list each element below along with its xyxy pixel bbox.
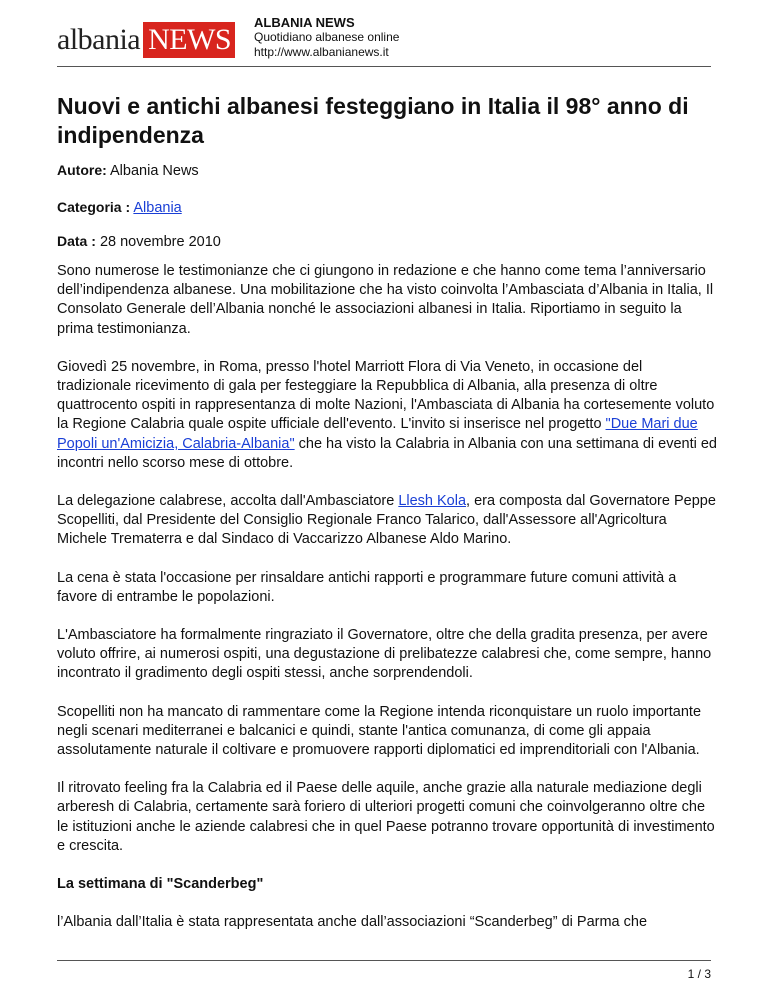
albania-news-logo bbox=[57, 20, 235, 60]
paragraph-2-text-a: Giovedì 25 novembre, in Roma, presso l'hotel Marriott Flora di Via Veneto, in occasione del tradizionale ricevimento di gala per festeggiare la Repubblica di Albania, alla presenza di oltre quattrocento ospiti in rappresentanza di molte Nazioni, l'Ambasciata di Albania ha cortesemente voluto la Regione Calabria quale ospite ufficiale dell'evento. L'invito si inserisce nel progetto bbox=[57, 358, 715, 433]
paragraph-3-text-a: La delegazione calabrese, accolta dall'Ambasciatore bbox=[57, 493, 399, 510]
paragraph-6: Scopelliti non ha mancato di rammentare come la Regione intenda riconquistare un ruolo importante negli scenari mediterranei e balcanici e quindi, stante l'antica comunanza, di come gli appaia assolutamente naturale il coltivare e promuovere rapporti diplomatici ed imprenditoriali con l'Albania. bbox=[57, 703, 702, 759]
paragraph-7: Il ritrovato feeling fra la Calabria ed il Paese delle aquile, anche grazie alla naturale mediazione degli arberesh di Calabria, certamente sarà foriero di ulteriori progetti comuni che coinvolgeranno oltre che le istituzioni anche le aziende calabresi che in quel Paese potranno trovare opportunità di investimento e crescita. bbox=[57, 780, 715, 854]
footer-divider bbox=[57, 960, 711, 961]
date-line bbox=[57, 233, 221, 250]
paragraph-3 bbox=[57, 492, 717, 550]
author-line bbox=[57, 162, 199, 179]
paragraph-1: Sono numerose le testimonianze che ci giungono in redazione e che hanno come tema l’anniversario dell’indipendenza albanese. Una mobilitazione che ha visto coinvolta l’Ambasciata d’Albania in Italia, Il Consolato Generale dell’Albania nonché le associazioni albanesi in Italia. Riportiamo in seguito la prima testimonianza. bbox=[57, 263, 714, 337]
paragraph-2-text-b: che ha visto la Calabria in Albania con una settimana di eventi ed incontri nello scorso mese di ottobre. bbox=[57, 435, 718, 471]
site-name: ALBANIA NEWS bbox=[254, 15, 355, 30]
paragraph-5: L'Ambasciatore ha formalmente ringraziato il Governatore, oltre che della gradita presenza, per avere voluto offrire, ai numerosi ospiti, una degustazione di prelibatezze calabresi che, come sempre, hanno incontrato il gradimento degli ospiti stessi, anche sorprendendoli. bbox=[57, 627, 712, 682]
logo-word: albania bbox=[57, 23, 141, 56]
site-url: http://www.albanianews.it bbox=[254, 45, 389, 59]
article-title: Nuovi e antichi albanesi festeggiano in Italia il 98° anno di indipendenza bbox=[57, 93, 689, 148]
site-tagline: Quotidiano albanese online bbox=[254, 30, 400, 44]
paragraph-4: La cena è stata l'occasione per rinsaldare antichi rapporti e programmare future comuni attività a favore di entrambe le popolazioni. bbox=[57, 569, 677, 605]
date-label: Data : bbox=[57, 233, 96, 249]
author-label: Autore: bbox=[57, 162, 107, 178]
header-divider bbox=[57, 66, 711, 67]
author-value: Albania News bbox=[110, 163, 199, 179]
category-line bbox=[57, 199, 182, 216]
paragraph-2 bbox=[57, 358, 717, 473]
paragraph-3-text-b: , era composta dal Governatore Peppe Scopelliti, dal Presidente del Consiglio Regionale Franco Talarico, dall'Assessore all'Agricoltura Michele Trematerra e dal Sindaco di Vaccarizzo Albanese Aldo Marino. bbox=[57, 493, 716, 548]
date-value: 28 novembre 2010 bbox=[99, 234, 221, 250]
site-info bbox=[254, 15, 399, 60]
project-link[interactable]: "Due Mari due Popoli un'Amicizia, Calabria-Albania" bbox=[57, 416, 698, 452]
logo-box: NEWS bbox=[143, 22, 235, 58]
category-link[interactable]: Albania bbox=[133, 200, 182, 216]
article-body bbox=[57, 262, 717, 951]
page-number: 1 / 3 bbox=[687, 967, 711, 981]
ambassador-link[interactable]: Llesh Kola bbox=[398, 493, 467, 510]
section-heading: La settimana di "Scanderbeg" bbox=[57, 876, 264, 893]
paragraph-8: l’Albania dall’Italia è stata rappresentata anche dall’associazioni “Scanderbeg” di Parma che bbox=[57, 914, 648, 931]
category-label: Categoria : bbox=[57, 199, 131, 215]
